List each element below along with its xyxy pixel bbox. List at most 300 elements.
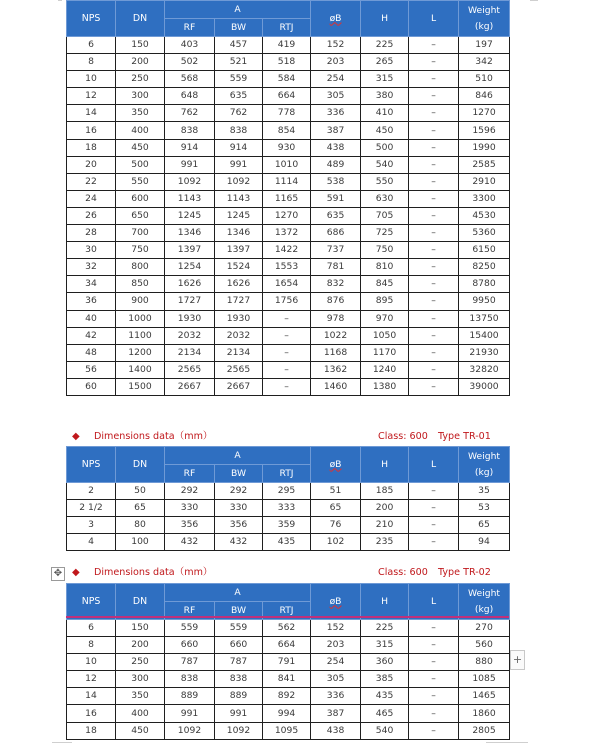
cell-weight: 1465	[459, 688, 510, 705]
header-dn: DN	[116, 584, 165, 620]
cell-dn: 350	[116, 688, 165, 705]
cell-h: 410	[361, 105, 409, 122]
cell-rtj: 1114	[263, 173, 311, 190]
cell-rf: 991	[165, 705, 215, 722]
cell-h: 810	[361, 259, 409, 276]
cell-dn: 450	[116, 722, 165, 739]
cell-nps: 20	[67, 156, 116, 173]
table-row	[67, 242, 510, 259]
dimensions-table-tr02	[66, 583, 510, 740]
cell-ob: 254	[311, 654, 361, 671]
table-row	[67, 88, 510, 105]
cell-nps: 14	[67, 688, 116, 705]
cell-l: –	[409, 173, 459, 190]
cell-l: –	[409, 378, 459, 395]
cell-l: –	[409, 71, 459, 88]
table-row	[67, 671, 510, 688]
table-row	[67, 310, 510, 327]
header-bw: BW	[215, 602, 263, 620]
cell-nps: 40	[67, 310, 116, 327]
cell-bw: 559	[215, 71, 263, 88]
cell-weight: 2910	[459, 173, 510, 190]
header-rf: RF	[165, 465, 215, 483]
cell-ob: 438	[311, 139, 361, 156]
cell-bw: 1727	[215, 293, 263, 310]
cell-weight: 39000	[459, 378, 510, 395]
cell-l: –	[409, 688, 459, 705]
cell-h: 705	[361, 207, 409, 224]
cell-l: –	[409, 122, 459, 139]
diamond-bullet-icon: ◆	[72, 567, 80, 578]
cell-rtj: 1095	[263, 722, 311, 739]
cell-ob: 336	[311, 688, 361, 705]
cell-weight: 560	[459, 637, 510, 654]
table-row	[67, 722, 510, 739]
cell-rtj: 435	[263, 534, 311, 551]
cell-bw: 559	[215, 620, 263, 637]
cell-dn: 400	[116, 705, 165, 722]
header-rf: RF	[165, 19, 215, 37]
table-row	[67, 705, 510, 722]
cell-bw: 1524	[215, 259, 263, 276]
section-caption-tr01	[72, 430, 509, 444]
header-l: L	[409, 447, 459, 483]
cell-rf: 1092	[165, 173, 215, 190]
cell-h: 315	[361, 71, 409, 88]
cell-dn: 250	[116, 71, 165, 88]
cell-l: –	[409, 620, 459, 637]
cell-weight: 1085	[459, 671, 510, 688]
cell-bw: 1092	[215, 722, 263, 739]
cell-dn: 600	[116, 190, 165, 207]
cell-h: 380	[361, 88, 409, 105]
type-label: Type TR-01	[438, 431, 491, 442]
cell-ob: 387	[311, 122, 361, 139]
cell-ob: 152	[311, 620, 361, 637]
header-l: L	[409, 1, 459, 37]
cell-bw: 660	[215, 637, 263, 654]
cell-nps: 6	[67, 37, 116, 54]
section-title: Dimensions data（mm）	[94, 431, 213, 442]
cell-dn: 1400	[116, 361, 165, 378]
cell-l: –	[409, 483, 459, 500]
cell-h: 1380	[361, 378, 409, 395]
cell-rf: 502	[165, 54, 215, 71]
table-row	[67, 156, 510, 173]
cell-weight: 21930	[459, 344, 510, 361]
cell-h: 200	[361, 500, 409, 517]
cell-rf: 403	[165, 37, 215, 54]
cell-bw: 1092	[215, 173, 263, 190]
cell-rf: 2667	[165, 378, 215, 395]
cell-rtj: 892	[263, 688, 311, 705]
table-row	[67, 71, 510, 88]
table-row	[67, 105, 510, 122]
cell-h: 450	[361, 122, 409, 139]
dimensions-table-1	[66, 0, 510, 396]
cell-l: –	[409, 37, 459, 54]
cell-rf: 1626	[165, 276, 215, 293]
section-title: Dimensions data（mm）	[94, 567, 213, 578]
cell-h: 540	[361, 722, 409, 739]
cell-nps: 10	[67, 71, 116, 88]
cell-ob: 305	[311, 671, 361, 688]
header-nps: NPS	[67, 584, 116, 620]
header-weight: Weight (kg)	[459, 584, 510, 620]
cell-rf: 889	[165, 688, 215, 705]
cell-nps: 56	[67, 361, 116, 378]
table-row	[67, 500, 510, 517]
cell-bw: 838	[215, 671, 263, 688]
table-row	[67, 276, 510, 293]
cell-weight: 3300	[459, 190, 510, 207]
table-row	[67, 688, 510, 705]
cell-rf: 838	[165, 671, 215, 688]
cell-rf: 762	[165, 105, 215, 122]
cell-rtj: –	[263, 310, 311, 327]
dimensions-table-tr01	[66, 446, 510, 551]
cell-dn: 250	[116, 654, 165, 671]
cell-nps: 32	[67, 259, 116, 276]
cell-ob: 832	[311, 276, 361, 293]
header-weight: Weight (kg)	[459, 447, 510, 483]
cell-weight: 270	[459, 620, 510, 637]
cell-h: 550	[361, 173, 409, 190]
cell-bw: 2032	[215, 327, 263, 344]
header-dn: DN	[116, 1, 165, 37]
header-nps: NPS	[67, 447, 116, 483]
cell-rf: 1254	[165, 259, 215, 276]
cell-weight: 13750	[459, 310, 510, 327]
cell-rf: 1727	[165, 293, 215, 310]
cell-weight: 94	[459, 534, 510, 551]
cell-bw: 838	[215, 122, 263, 139]
cell-rtj: 664	[263, 88, 311, 105]
cell-rf: 991	[165, 156, 215, 173]
cell-ob: 51	[311, 483, 361, 500]
cell-rf: 2134	[165, 344, 215, 361]
cell-ob: 102	[311, 534, 361, 551]
cell-rf: 559	[165, 620, 215, 637]
cell-bw: 1397	[215, 242, 263, 259]
cell-rtj: 1654	[263, 276, 311, 293]
cell-l: –	[409, 344, 459, 361]
cell-h: 465	[361, 705, 409, 722]
cell-dn: 450	[116, 139, 165, 156]
header-rtj: RTJ	[263, 465, 311, 483]
table-move-handle-icon[interactable]: ✥	[51, 567, 65, 581]
header-h: H	[361, 1, 409, 37]
table-row	[67, 139, 510, 156]
cell-weight: 1270	[459, 105, 510, 122]
cell-nps: 34	[67, 276, 116, 293]
cell-weight: 197	[459, 37, 510, 54]
cell-rtj: 778	[263, 105, 311, 122]
cell-dn: 650	[116, 207, 165, 224]
diamond-bullet-icon: ◆	[72, 431, 80, 442]
cell-bw: 1346	[215, 225, 263, 242]
cell-dn: 500	[116, 156, 165, 173]
header-ob: øB	[311, 584, 361, 620]
cell-dn: 1500	[116, 378, 165, 395]
row-insert-indicator	[66, 616, 509, 618]
cell-dn: 850	[116, 276, 165, 293]
cell-weight: 342	[459, 54, 510, 71]
cell-rf: 432	[165, 534, 215, 551]
cell-dn: 1100	[116, 327, 165, 344]
cell-weight: 1860	[459, 705, 510, 722]
header-a: A	[165, 1, 311, 19]
cell-nps: 2	[67, 483, 116, 500]
table-row	[67, 378, 510, 395]
cell-rtj: –	[263, 344, 311, 361]
cell-rtj: 854	[263, 122, 311, 139]
cell-h: 500	[361, 139, 409, 156]
table-row	[67, 190, 510, 207]
cell-weight: 510	[459, 71, 510, 88]
cell-dn: 1000	[116, 310, 165, 327]
cell-rf: 838	[165, 122, 215, 139]
cell-bw: 762	[215, 105, 263, 122]
cell-ob: 737	[311, 242, 361, 259]
cell-rtj: 1756	[263, 293, 311, 310]
cell-h: 435	[361, 688, 409, 705]
cell-bw: 432	[215, 534, 263, 551]
cell-l: –	[409, 361, 459, 378]
cell-nps: 30	[67, 242, 116, 259]
cell-ob: 65	[311, 500, 361, 517]
cell-l: –	[409, 259, 459, 276]
cell-l: –	[409, 225, 459, 242]
cell-nps: 24	[67, 190, 116, 207]
cell-dn: 900	[116, 293, 165, 310]
cell-l: –	[409, 705, 459, 722]
header-ob: øB	[311, 1, 361, 37]
cell-l: –	[409, 293, 459, 310]
cell-rtj: 1372	[263, 225, 311, 242]
cell-h: 210	[361, 517, 409, 534]
cell-bw: 991	[215, 705, 263, 722]
cell-nps: 28	[67, 225, 116, 242]
cell-rf: 1143	[165, 190, 215, 207]
table-row	[67, 259, 510, 276]
cell-l: –	[409, 242, 459, 259]
table-row	[67, 344, 510, 361]
cell-ob: 978	[311, 310, 361, 327]
cell-rf: 292	[165, 483, 215, 500]
cell-nps: 12	[67, 88, 116, 105]
cell-nps: 18	[67, 139, 116, 156]
cell-l: –	[409, 654, 459, 671]
cell-rtj: 664	[263, 637, 311, 654]
cell-rf: 648	[165, 88, 215, 105]
header-rtj: RTJ	[263, 19, 311, 37]
cell-dn: 150	[116, 620, 165, 637]
cell-h: 235	[361, 534, 409, 551]
cell-dn: 50	[116, 483, 165, 500]
cell-bw: 635	[215, 88, 263, 105]
cell-h: 725	[361, 225, 409, 242]
cell-h: 540	[361, 156, 409, 173]
add-row-plus-icon[interactable]: +	[510, 650, 525, 670]
cell-nps: 10	[67, 654, 116, 671]
cell-dn: 200	[116, 637, 165, 654]
cell-nps: 36	[67, 293, 116, 310]
cell-rf: 660	[165, 637, 215, 654]
section-caption-tr02	[72, 566, 509, 580]
cell-weight: 8780	[459, 276, 510, 293]
cell-dn: 750	[116, 242, 165, 259]
cell-dn: 300	[116, 671, 165, 688]
cell-h: 360	[361, 654, 409, 671]
cell-bw: 292	[215, 483, 263, 500]
cell-dn: 350	[116, 105, 165, 122]
cell-bw: 2134	[215, 344, 263, 361]
cell-rtj: 1010	[263, 156, 311, 173]
table-row	[67, 654, 510, 671]
cell-bw: 330	[215, 500, 263, 517]
cell-l: –	[409, 534, 459, 551]
cell-h: 845	[361, 276, 409, 293]
cell-weight: 8250	[459, 259, 510, 276]
cell-l: –	[409, 637, 459, 654]
cell-rtj: 359	[263, 517, 311, 534]
cell-bw: 889	[215, 688, 263, 705]
header-h: H	[361, 584, 409, 620]
cell-ob: 1460	[311, 378, 361, 395]
cell-ob: 489	[311, 156, 361, 173]
cell-ob: 781	[311, 259, 361, 276]
cell-dn: 80	[116, 517, 165, 534]
cell-h: 1170	[361, 344, 409, 361]
cell-dn: 800	[116, 259, 165, 276]
cell-dn: 200	[116, 54, 165, 71]
cell-l: –	[409, 88, 459, 105]
cell-nps: 4	[67, 534, 116, 551]
cell-h: 970	[361, 310, 409, 327]
header-dn: DN	[116, 447, 165, 483]
cell-rtj: 994	[263, 705, 311, 722]
cell-h: 1050	[361, 327, 409, 344]
cell-nps: 3	[67, 517, 116, 534]
cell-h: 1240	[361, 361, 409, 378]
cell-rf: 787	[165, 654, 215, 671]
cell-weight: 846	[459, 88, 510, 105]
page-bottom-edge	[52, 742, 72, 743]
table-row	[67, 225, 510, 242]
cell-rtj: 841	[263, 671, 311, 688]
cell-weight: 35	[459, 483, 510, 500]
cell-dn: 400	[116, 122, 165, 139]
cell-ob: 876	[311, 293, 361, 310]
cell-ob: 1168	[311, 344, 361, 361]
table-row	[67, 207, 510, 224]
cell-nps: 16	[67, 122, 116, 139]
cell-ob: 591	[311, 190, 361, 207]
header-ob: øB	[311, 447, 361, 483]
cell-h: 895	[361, 293, 409, 310]
cell-bw: 787	[215, 654, 263, 671]
table-row	[67, 293, 510, 310]
cell-l: –	[409, 105, 459, 122]
cell-l: –	[409, 139, 459, 156]
type-label: Type TR-02	[438, 567, 491, 578]
cell-bw: 1626	[215, 276, 263, 293]
table-row	[67, 37, 510, 54]
cell-nps: 8	[67, 54, 116, 71]
cell-rf: 1092	[165, 722, 215, 739]
cell-weight: 5360	[459, 225, 510, 242]
cell-l: –	[409, 54, 459, 71]
cell-weight: 9950	[459, 293, 510, 310]
cell-nps: 22	[67, 173, 116, 190]
cell-weight: 880	[459, 654, 510, 671]
cell-rtj: 1553	[263, 259, 311, 276]
cell-weight: 2585	[459, 156, 510, 173]
cell-weight: 2805	[459, 722, 510, 739]
cell-h: 750	[361, 242, 409, 259]
cell-dn: 550	[116, 173, 165, 190]
header-rtj: RTJ	[263, 602, 311, 620]
cell-bw: 521	[215, 54, 263, 71]
header-h: H	[361, 447, 409, 483]
cell-l: –	[409, 500, 459, 517]
cell-bw: 1930	[215, 310, 263, 327]
table-row	[67, 327, 510, 344]
cell-dn: 65	[116, 500, 165, 517]
table-row	[67, 173, 510, 190]
cell-bw: 991	[215, 156, 263, 173]
cell-nps: 14	[67, 105, 116, 122]
cell-ob: 1362	[311, 361, 361, 378]
cell-l: –	[409, 310, 459, 327]
cell-rf: 568	[165, 71, 215, 88]
cell-nps: 12	[67, 671, 116, 688]
table-row	[67, 637, 510, 654]
cell-ob: 203	[311, 637, 361, 654]
cell-nps: 2 1/2	[67, 500, 116, 517]
cell-rf: 2565	[165, 361, 215, 378]
header-a: A	[165, 447, 311, 465]
cell-rtj: 562	[263, 620, 311, 637]
cell-rtj: 1165	[263, 190, 311, 207]
cell-bw: 1143	[215, 190, 263, 207]
cell-weight: 1596	[459, 122, 510, 139]
table-row	[67, 517, 510, 534]
cell-l: –	[409, 327, 459, 344]
cell-bw: 356	[215, 517, 263, 534]
cell-l: –	[409, 190, 459, 207]
table-row	[67, 483, 510, 500]
page-bottom-edge	[486, 742, 528, 743]
cell-ob: 76	[311, 517, 361, 534]
table-row	[67, 361, 510, 378]
cell-weight: 1990	[459, 139, 510, 156]
cell-rtj: 930	[263, 139, 311, 156]
cell-h: 225	[361, 37, 409, 54]
cell-dn: 1200	[116, 344, 165, 361]
cell-h: 185	[361, 483, 409, 500]
cell-rtj: 295	[263, 483, 311, 500]
cell-rtj: 1270	[263, 207, 311, 224]
cell-rf: 330	[165, 500, 215, 517]
cell-bw: 2667	[215, 378, 263, 395]
cell-ob: 203	[311, 54, 361, 71]
cell-nps: 8	[67, 637, 116, 654]
header-weight: Weight (kg)	[459, 1, 510, 37]
cell-l: –	[409, 156, 459, 173]
cell-ob: 336	[311, 105, 361, 122]
